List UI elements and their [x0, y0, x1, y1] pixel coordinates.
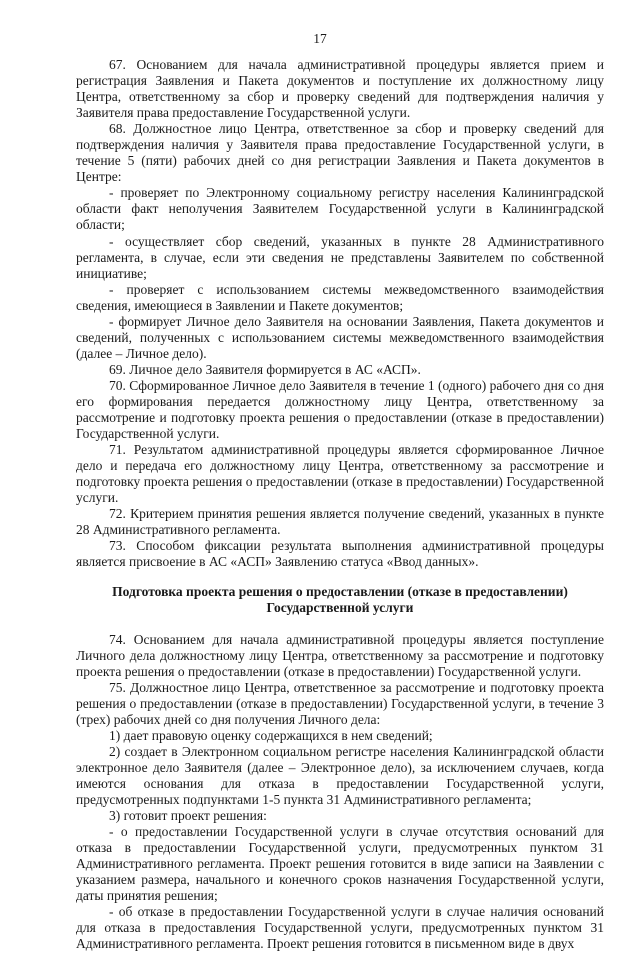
paragraph-71: 71. Результатом административной процедуры является сформированное Личное дело и передача его должностному лицу Центра, ответственному за рассмотрение и подготовку проекта решения о предоставлении (отказе в предоставлении) Государственной услуги. — [76, 442, 604, 506]
paragraph-72: 72. Критерием принятия решения является получение сведений, указанных в пункте 28 Административного регламента. — [76, 506, 604, 538]
list-item: 2) создает в Электронном социальном регистре населения Калининградской области электронное дело Заявителя (далее – Электронное дело), за исключением случаев, когда имеются основания для отказа в предоставлении Государственной услуги, предусмотренных подпунктами 1-5 пункта 31 Административного регламента; — [76, 743, 604, 808]
section-heading: Подготовка проекта решения о предоставлении (отказе в предоставлении) Государственной услуги — [112, 583, 568, 615]
list-item: - проверяет по Электронному социальному регистру населения Калининградской области факт неполучения Заявителем Государственной услуги в Калининградской области; — [76, 185, 604, 233]
list-item: - о предоставлении Государственной услуги в случае отсутствия оснований для отказа в предоставлении Государственной услуги, предусмотренных пунктом 31 Административного регламента. Проект решения готовится в виде записи на Заявлении с указанием размера, начального и конечного сроков назначения Государственной услуги, даты принятия решения; — [76, 824, 604, 904]
paragraph-70: 70. Сформированное Личное дело Заявителя в течение 1 (одного) рабочего дня со дня его формирования передается должностному лицу Центра, ответственному за рассмотрение и подготовку проекта решения о предоставлении (отказе в предоставлении) Государственной услуги. — [76, 377, 604, 442]
document-body — [76, 57, 604, 953]
spacer — [76, 616, 604, 632]
paragraph-69: 69. Личное дело Заявителя формируется в АС «АСП». — [109, 361, 421, 377]
list-item: - формирует Личное дело Заявителя на основании Заявления, Пакета документов и сведений, полученных с использованием системы межведомственного взаимодействия (далее – Личное дело). — [76, 313, 604, 361]
page-number: 17 — [313, 31, 327, 46]
paragraph-74: 74. Основанием для начала административной процедуры является поступление Личного дела должностному лицу Центра, ответственному за рассмотрение и подготовку проекта решения о предоставлении (отказе в предоставлении) Государственной услуги. — [76, 631, 604, 679]
paragraph-68: 68. Должностное лицо Центра, ответственное за сбор и проверку сведений для подтверждения наличия у Заявителя права предоставление Государственной услуги, в течение 5 (пяти) рабочих дней со дня регистрации Заявления и Пакета документов в Центре: — [76, 121, 604, 185]
list-item: 3) готовит проект решения: — [109, 808, 267, 824]
list-item: - об отказе в предоставлении Государственной услуги в случае наличия оснований для отказа в предоставления Государственной услуги, предусмотренных пунктом 31 Административного регламента. Проект решения готовится в письменном виде в двух — [76, 904, 604, 952]
paragraph-67: 67. Основанием для начала административной процедуры является прием и регистрация Заявления и Пакета документов и поступление их должностному лицу Центра, ответственному за сбор и проверку сведений для подтверждения наличия у Заявителя права предоставление Государственной услуги. — [76, 57, 604, 121]
list-item: 1) дает правовую оценку содержащихся в нем сведений; — [109, 727, 433, 743]
spacer — [76, 571, 604, 584]
paragraph-73: 73. Способом фиксации результата выполнения административной процедуры является присвоение в АС «АСП» Заявлению статуса «Ввод данных». — [76, 538, 604, 570]
list-item: - осуществляет сбор сведений, указанных в пункте 28 Административного регламента, в случае, если эти сведения не представлены Заявителем по собственной инициативе; — [76, 233, 604, 281]
paragraph-75: 75. Должностное лицо Центра, ответственное за рассмотрение и подготовку проекта решения о предоставлении (отказе в предоставлении) Государственной услуги, в течение 3 (трех) рабочих дней со дня получения Личного дела: — [76, 679, 604, 727]
list-item: - проверяет с использованием системы межведомственного взаимодействия сведения, имеющиеся в Заявлении и Пакете документов; — [76, 281, 604, 313]
